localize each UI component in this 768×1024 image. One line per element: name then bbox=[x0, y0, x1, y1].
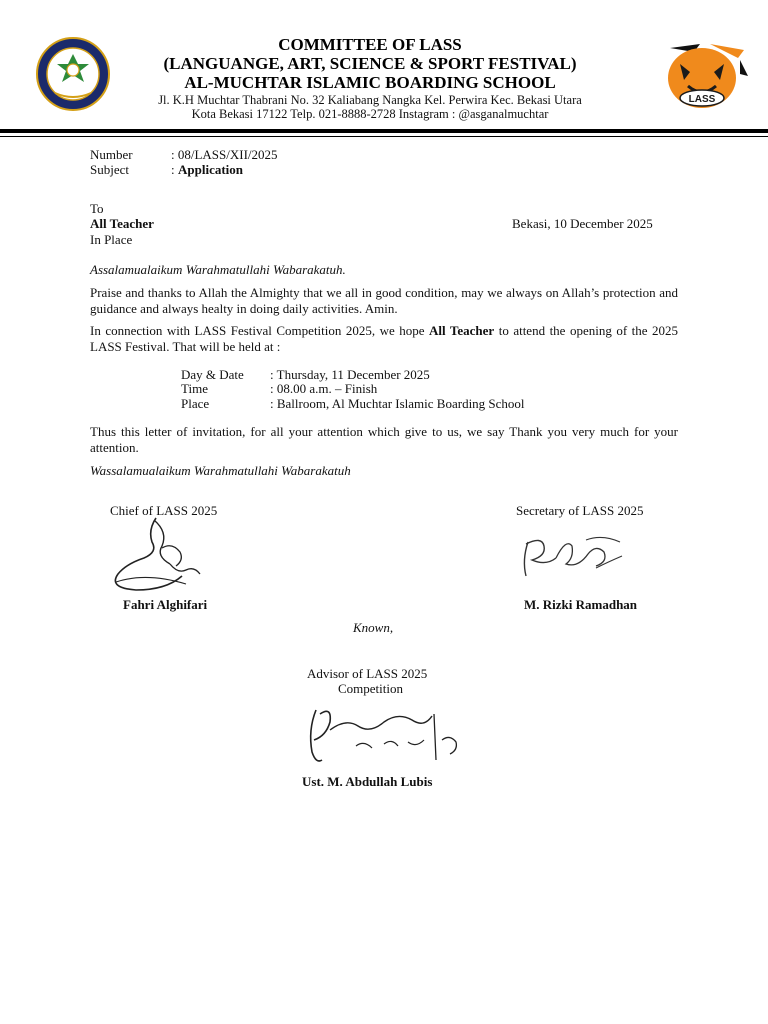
closing-greeting: Wassalamualaikum Warahmatullahi Wabarakatuh bbox=[90, 463, 351, 478]
chief-name: Fahri Alghifari bbox=[123, 597, 208, 612]
paragraph-1: Praise and thanks to Allah the Almighty that we all in good condition, may we always on Allah’s protection and guidance and always healty in doing daily activities. Amin. bbox=[90, 285, 678, 316]
detail-value-place: : Ballroom, Al Muchtar Islamic Boarding School bbox=[270, 396, 525, 411]
detail-value-date: : Thursday, 11 December 2025 bbox=[270, 367, 430, 382]
chief-title: Chief of LASS 2025 bbox=[110, 503, 218, 518]
greeting: Assalamualaikum Warahmatullahi Wabarakatuh. bbox=[90, 262, 346, 277]
number-value: : 08/LASS/XII/2025 bbox=[171, 147, 278, 162]
advisor-signature bbox=[300, 700, 470, 772]
paragraph-3: Thus this letter of invitation, for all your attention which give to us, we say Thank you very much for your attention. bbox=[90, 424, 678, 455]
paragraph-2-text: In connection with LASS Festival Competition 2025, we hope bbox=[90, 323, 430, 338]
paragraph-2-recipient: All Teacher bbox=[429, 323, 495, 338]
secretary-name: M. Rizki Ramadhan bbox=[524, 597, 638, 612]
letterhead-title-2: (LANGUANGE, ART, SCIENCE & SPORT FESTIVAL) bbox=[163, 54, 577, 73]
advisor-title-2: Competition bbox=[338, 681, 403, 696]
letterhead-address: Jl. K.H Muchtar Thabrani No. 32 Kaliabang Nangka Kel. Perwira Kec. Bekasi Utara bbox=[158, 93, 582, 107]
letterhead-contact: Kota Bekasi 17122 Telp. 021-8888-2728 Instagram : @asganalmuchtar bbox=[191, 107, 549, 121]
advisor-name: Ust. M. Abdullah Lubis bbox=[302, 774, 433, 789]
paragraph-2-text-end: to attend the opening of the 2025 LASS Festival. That will be held at : bbox=[90, 323, 679, 354]
recipient-place: In Place bbox=[90, 232, 133, 247]
letterhead-divider-thick bbox=[0, 129, 768, 133]
letterhead-title-1: COMMITTEE OF LASS bbox=[278, 35, 462, 54]
subject-value: Application bbox=[178, 162, 244, 177]
lass-logo-text: LASS bbox=[688, 94, 716, 105]
lass-festival-logo bbox=[652, 40, 752, 110]
secretary-signature bbox=[516, 528, 628, 584]
detail-value-time: : 08.00 a.m. – Finish bbox=[270, 381, 378, 396]
letterhead-divider-thin bbox=[0, 136, 768, 137]
detail-label-date: Day & Date bbox=[181, 367, 244, 382]
subject-colon: : bbox=[171, 162, 175, 177]
detail-label-place: Place bbox=[181, 396, 210, 411]
letter-date: Bekasi, 10 December 2025 bbox=[512, 216, 653, 231]
paragraph-2 bbox=[90, 323, 678, 354]
secretary-title: Secretary of LASS 2025 bbox=[516, 503, 644, 518]
recipient-to: To bbox=[90, 201, 104, 216]
subject-label: Subject bbox=[90, 162, 129, 177]
recipient-name: All Teacher bbox=[90, 216, 154, 231]
chief-signature bbox=[96, 512, 216, 598]
number-label: Number bbox=[90, 147, 133, 162]
known-label: Known, bbox=[353, 620, 394, 635]
detail-label-time: Time bbox=[181, 381, 208, 396]
letterhead-title-3: AL-MUCHTAR ISLAMIC BOARDING SCHOOL bbox=[184, 73, 556, 92]
advisor-title: Advisor of LASS 2025 bbox=[307, 666, 428, 681]
